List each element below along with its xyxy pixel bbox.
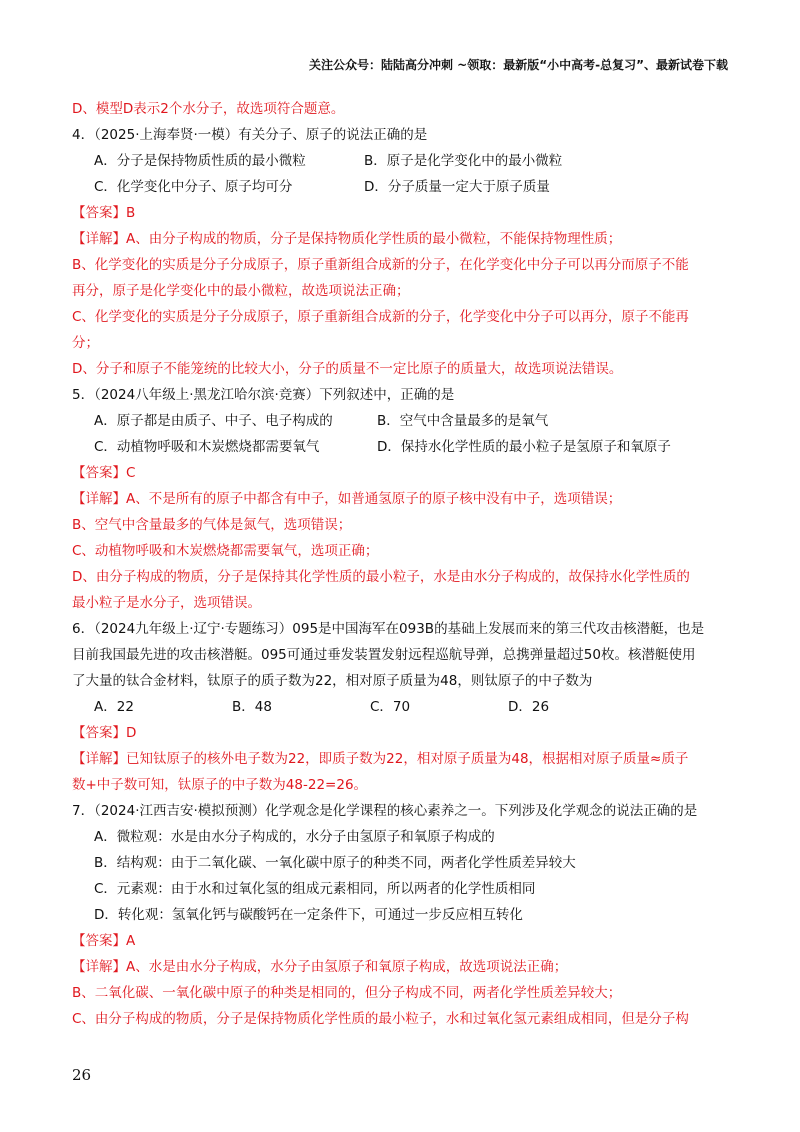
question-7-answer: 【答案】A xyxy=(72,933,136,949)
question-5-option-a: A．原子都是由质子、中子、电子构成的 xyxy=(94,413,333,429)
question-4-option-c: C．化学变化中分子、原子均可分 xyxy=(94,179,293,195)
question-6-explanation-line: 数+中子数可知，钛原子的中子数为48-22=26。 xyxy=(72,777,368,793)
question-6-stem: 了大量的钛合金材料，钛原子的质子数为22，相对原子质量为48，则钛原子的中子数为 xyxy=(72,673,593,689)
question-6-option-d: D．26 xyxy=(508,699,550,715)
question-6-option-c: C．70 xyxy=(370,699,411,715)
question-6-options-row xyxy=(72,694,728,720)
question-5-explanation-line: D、由分子构成的物质，分子是保持其化学性质的最小粒子，水是由水分子构成的，故保持水化学性质的 xyxy=(72,569,690,585)
question-6-stem: 目前我国最先进的攻击核潜艇。095可通过垂发装置发射远程巡航导弹，总携弹量超过50枚。核潜艇使用 xyxy=(72,647,696,663)
question-6-option-a: A．22 xyxy=(94,699,134,715)
previous-explanation-line: D、模型D表示2个水分子，故选项符合题意。 xyxy=(72,101,345,117)
question-4-explanation-line: D、分子和原子不能笼统的比较大小，分子的质量不一定比原子的质量大，故选项说法错误。 xyxy=(72,361,623,377)
question-4-options-row-1 xyxy=(72,148,728,174)
question-7-option-d: D．转化观：氢氧化钙与碳酸钙在一定条件下，可通过一步反应相互转化 xyxy=(94,907,523,923)
question-6-option-b: B．48 xyxy=(232,699,272,715)
question-6-explanation-line: 【详解】已知钛原子的核外电子数为22，即质子数为22，相对原子质量为48，根据相对原子质量≈质子 xyxy=(72,751,689,767)
question-4-explanation-line: B、化学变化的实质是分子分成原子，原子重新组合成新的分子，在化学变化中分子可以再分而原子不能 xyxy=(72,257,689,273)
question-5-explanation-line: B、空气中含量最多的气体是氮气，选项错误； xyxy=(72,517,352,533)
question-5-explanation-line: C、动植物呼吸和木炭燃烧都需要氧气，选项正确； xyxy=(72,543,379,559)
question-5-option-c: C．动植物呼吸和木炭燃烧都需要氧气 xyxy=(94,439,320,455)
question-4-explanation-line: 【详解】A、由分子构成的物质，分子是保持物质化学性质的最小微粒，不能保持物理性质； xyxy=(72,231,622,247)
question-5-answer: 【答案】C xyxy=(72,465,136,481)
question-5-option-b: B．空气中含量最多的是氧气 xyxy=(377,413,549,429)
question-7-option-b: B．结构观：由于二氧化碳、一氧化碳中原子的种类不同，两者化学性质差异较大 xyxy=(94,855,576,871)
question-7-option-a: A．微粒观：水是由水分子构成的，水分子由氢原子和氧原子构成的 xyxy=(94,829,495,845)
page-header: 关注公众号：陆陆高分冲刺 ~领取：最新版“小中高考-总复习”、最新试卷下载 xyxy=(309,58,728,72)
question-5-options-row-1 xyxy=(72,408,728,434)
question-4-explanation-line: 分； xyxy=(72,335,99,351)
question-6-answer: 【答案】D xyxy=(72,725,137,741)
question-4-options-row-2 xyxy=(72,174,728,200)
question-4-answer: 【答案】B xyxy=(72,205,136,221)
question-5-explanation-line: 【详解】A、不是所有的原子中都含有中子，如普通氢原子的原子核中没有中子，选项错误； xyxy=(72,491,622,507)
question-5-explanation-line: 最小粒子是水分子，选项错误。 xyxy=(72,595,261,611)
question-5-options-row-2 xyxy=(72,434,728,460)
question-4-option-d: D．分子质量一定大于原子质量 xyxy=(364,179,550,195)
question-4-explanation-line: C、化学变化的实质是分子分成原子，原子重新组合成新的分子，化学变化中分子可以再分，原子不能再 xyxy=(72,309,689,325)
page-content xyxy=(72,96,728,1032)
question-5-stem: 5．（2024八年级上·黑龙江哈尔滨·竞赛）下列叙述中，正确的是 xyxy=(72,387,455,403)
question-7-option-c: C．元素观：由于水和过氧化氢的组成元素相同，所以两者的化学性质相同 xyxy=(94,881,536,897)
question-7-explanation-line: 【详解】A、水是由水分子构成，水分子由氢原子和氧原子构成，故选项说法正确； xyxy=(72,959,568,975)
question-4-option-a: A．分子是保持物质性质的最小微粒 xyxy=(94,153,306,169)
question-7-explanation-line: B、二氧化碳、一氧化碳中原子的种类是相同的，但分子构成不同，两者化学性质差异较大； xyxy=(72,985,622,1001)
question-4-option-b: B．原子是化学变化中的最小微粒 xyxy=(364,153,563,169)
question-5-option-d: D．保持水化学性质的最小粒子是氢原子和氧原子 xyxy=(377,439,671,455)
question-7-stem: 7．（2024·江西吉安·模拟预测）化学观念是化学课程的核心素养之一。下列涉及化学观念的说法正确的是 xyxy=(72,803,698,819)
question-4-explanation-line: 再分，原子是化学变化中的最小微粒，故选项说法正确； xyxy=(72,283,410,299)
page-number: 26 xyxy=(72,1066,92,1084)
question-7-explanation-line: C、由分子构成的物质，分子是保持物质化学性质的最小粒子，水和过氧化氢元素组成相同，但是分子构 xyxy=(72,1011,689,1027)
question-6-stem: 6．（2024九年级上·辽宁·专题练习）095是中国海军在093B的基础上发展而来的第三代攻击核潜艇，也是 xyxy=(72,621,705,637)
question-4-stem: 4．（2025·上海奉贤·一模）有关分子、原子的说法正确的是 xyxy=(72,127,428,143)
